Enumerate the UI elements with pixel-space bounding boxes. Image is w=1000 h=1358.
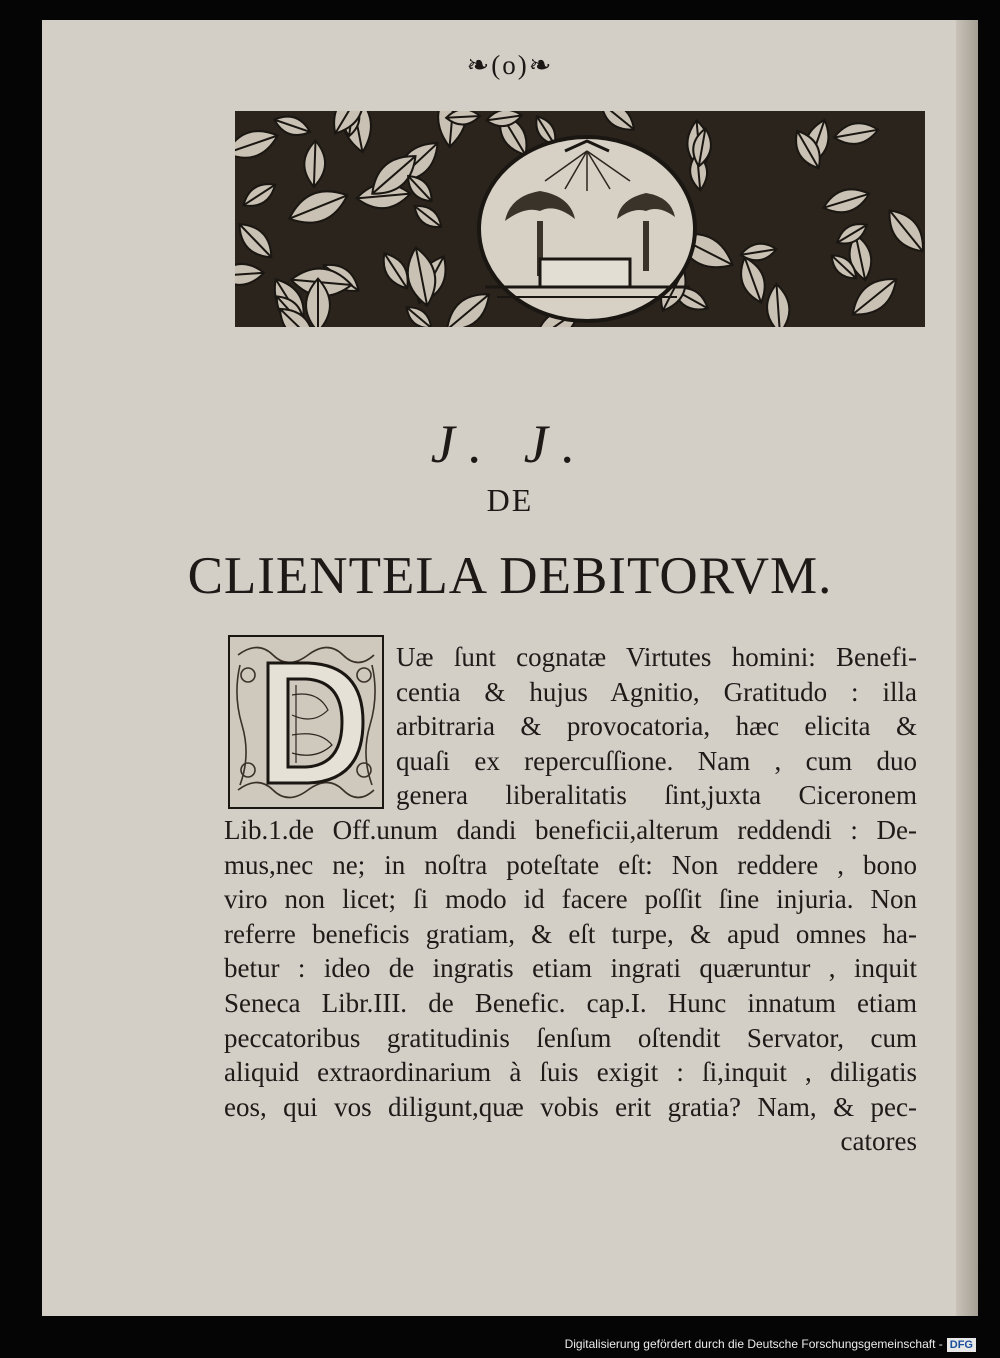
text-line: arbitraria & provocatoria, hæc elicita & [396,711,917,742]
body-text [224,640,917,1159]
credit-text: Digitalisierung gefördert durch die Deutsche Forschungsgemeinschaft - [564,1337,943,1352]
page-number: ❧(o)❧ [466,50,554,80]
book-page [42,20,978,1316]
text-line: Lib.1.de Off.unum dandi beneficii,alterum reddendi : De- [224,814,917,845]
chapter-title: CLIENTELA DEBITORVM. [187,547,833,605]
text-line: Uæ ſunt cognatæ Virtutes homini: Benefi- [396,642,917,672]
text-line: peccatoribus gratitudinis ſenſum oſtendit Servator, cum [224,1022,917,1053]
text-line: mus,nec ne; in noſtra poteſtate eſt: Non reddere , bono [224,849,917,880]
text-line: Seneca Libr.III. de Benefic. cap.I. Hunc innatum etiam [224,987,917,1018]
text-line: quaſi ex repercuſſione. Nam , cum duo [396,745,917,776]
title-prefix: DE [486,482,534,518]
dfg-logo: DFG [947,1338,976,1352]
text-line: centia & hujus Agnitio, Gratitudo : illa [396,676,917,707]
digitization-credit [565,1337,976,1352]
header-initials: J. J. [430,414,590,474]
catchword: catores [840,1126,917,1157]
leaf-ornament-headpiece [235,111,925,327]
text-line: aliquid extraordinarium à ſuis exigit : ſi,inquit , diligatis [224,1057,917,1088]
text-line: betur : ideo de ingratis etiam ingrati quæruntur , inquit [224,953,917,984]
text-line: referre beneficis gratiam, & eſt turpe, & apud omnes ha- [224,918,917,949]
text-line: genera liberalitatis ſint,juxta Ciceronem [396,780,917,811]
text-line: eos, qui vos diligunt,quæ vobis erit gratia? Nam, & pec- [224,1091,917,1122]
text-line: viro non licet; ſi modo id facere poſſit ſine injuria. Non [224,884,917,915]
